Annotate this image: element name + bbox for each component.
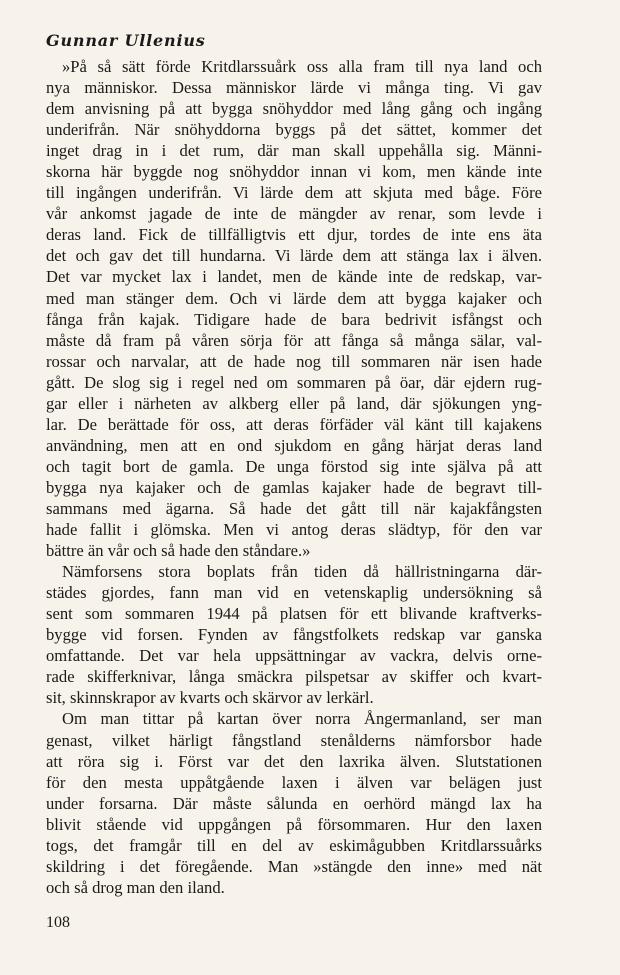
text-line: Om man tittar på kartan över norra Ångermanland, ser man [62, 709, 542, 729]
paragraph [46, 561, 542, 708]
text-line: skorna här byggde nog snöhyddor innan vi kom, men kände inte [46, 162, 542, 182]
text-line: bygge vid forsen. Fynden av fångstfolkets redskap var ganska [46, 625, 542, 645]
text-line: dem anvisning på att bygga snöhyddor med lång gång och ingång [46, 99, 542, 119]
text-line: måste då fram på våren sörja för att fånga så många sälar, val- [46, 330, 542, 350]
text-line: blivit stående vid uppgången på försommaren. Hur den laxen [46, 814, 542, 834]
text-line: och så drog man den iland. [46, 877, 225, 897]
text-line: sit, skinnskrapor av kvarts och skärvor av lerkärl. [46, 688, 374, 708]
text-line: hade fallit i glömska. Men vi antog deras slädtyp, för den var [46, 520, 542, 540]
paragraph [46, 56, 542, 561]
body-text [46, 56, 542, 898]
text-line: för den mesta uppåtgående laxen i älven var belägen just [46, 772, 542, 792]
text-line: skildring i det föregående. Man »stängde den inne» med nät [46, 856, 542, 876]
text-line: till ingången underifrån. Vi lärde dem att skjuta med båge. Före [46, 183, 542, 203]
running-header: Gunnar Ullenius [46, 31, 206, 50]
text-line: Det var mycket lax i landet, men de kände inte de redskap, var- [46, 267, 542, 287]
text-line: med man stänger dem. Och vi lärde dem att bygga kajaker och [46, 288, 542, 308]
text-line: »På så sätt förde Kritdlarssuårk oss alla fram till nya land och [62, 57, 542, 76]
text-line: inget drag in i det rum, där man skall uppehålla sig. Männi- [46, 141, 542, 161]
text-line: togs, det framgår till en del av eskimågubben Kritdlarssuårks [46, 835, 542, 855]
text-line: omfattande. Det var hela uppsättningar av vackra, delvis orne- [46, 646, 542, 666]
text-line: under forsarna. Där måste sålunda en oerhörd mängd lax ha [46, 793, 542, 813]
text-line: rade skifferknivar, långa smäckra pilspetsar av skiffer och kvart- [46, 667, 542, 687]
book-page [46, 27, 542, 898]
text-line: deras land. Fick de tillfälligtvis ett djur, tordes de inte ens äta [46, 225, 542, 245]
text-line: Nämforsens stora boplats från tiden då hällristningarna där- [62, 562, 542, 582]
text-line: fånga från kajak. Tidigare hade de bara bedrivit isfångst och [46, 309, 542, 329]
text-line: gått. De slog sig i regel ned om sommaren på öar, där ejdern rug- [46, 372, 542, 392]
text-line: sammans med ägarna. Så hade det gått till när kajakfångsten [46, 498, 542, 518]
text-line: rossar och narvalar, att de hade nog till sommaren när isen hade [46, 351, 542, 371]
text-line: underifrån. När snöhyddorna byggs på det sättet, kommer det [46, 120, 542, 140]
text-line: det och gav det till hundarna. Vi lärde dem att stänga lax i älven. [46, 246, 542, 266]
text-line: vår ankomst jagade de inte de mängder av renar, som levde i [46, 204, 542, 224]
text-line: genast, vilket härligt fångstland stenålderns nämforsbor hade [46, 730, 542, 750]
page-number: 108 [46, 914, 70, 931]
text-line: att röra sig i. Först var det den laxrika älven. Slutstationen [46, 751, 542, 771]
text-line: städes gjordes, fann man vid en vetenskaplig undersökning så [46, 583, 542, 603]
text-line: bygga nya kajaker och de gamlas kajaker hade de begravt till- [46, 477, 542, 497]
text-line: lar. De berättade för oss, att deras förfäder väl känt till kajakens [46, 414, 542, 434]
text-line: nya människor. Dessa människor lärde vi många ting. Vi gav [46, 78, 542, 98]
text-line: bättre än vår och så hade den ståndare.» [46, 541, 311, 561]
paragraph [46, 708, 542, 897]
text-line: användning, men att en ond sjukdom en gång härjat deras land [46, 435, 542, 455]
text-line: sent som sommaren 1944 på platsen för ett blivande kraftverks- [46, 604, 542, 624]
text-line: och tagit bort de gamla. De unga förstod sig inte själva på att [46, 456, 542, 476]
text-line: gar eller i närheten av alkberg eller på land, där sjökungen yng- [46, 393, 542, 413]
